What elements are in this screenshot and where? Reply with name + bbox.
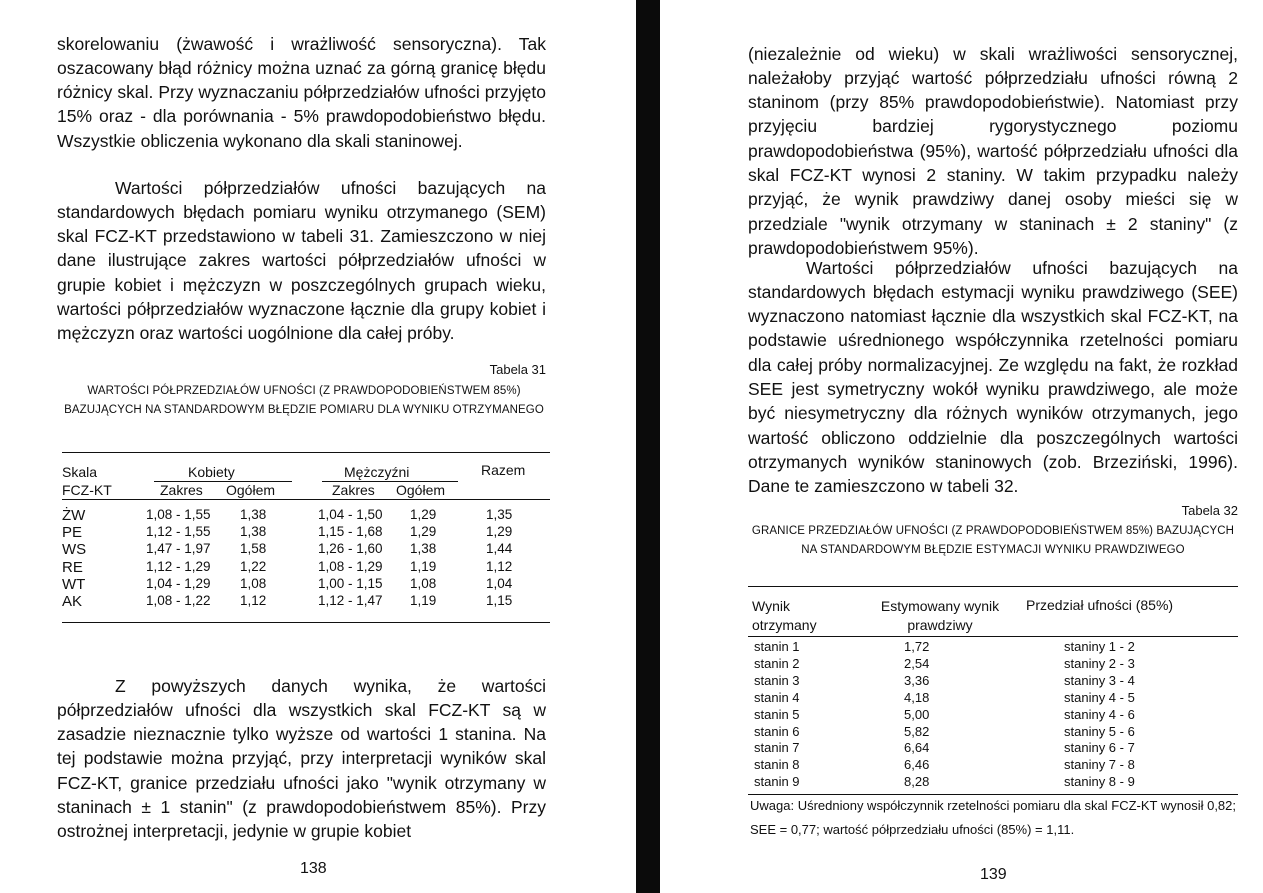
table-32-cell-obtained: stanin 9: [754, 774, 800, 790]
table-32-cell-obtained: stanin 2: [754, 655, 800, 671]
table-32-cell-estimated: 2,54: [904, 655, 930, 671]
table-32-col-estimated: Estymowany wynik prawdziwy: [880, 598, 1000, 633]
table-32-cell-interval: staniny 4 - 5: [1064, 689, 1135, 705]
table-32-cell-obtained: stanin 5: [754, 706, 800, 722]
table-32-cell-obtained: stanin 4: [754, 689, 800, 705]
table-31-header-rule: [62, 499, 550, 500]
table-32-cell-interval: staniny 3 - 4: [1064, 672, 1135, 688]
table-31-cell-total: 1,15: [486, 593, 513, 608]
right-paragraph-2: Wartości półprzedziałów ufności bazujących na standardowych błędach estymacji wyniku prawdziwego (SEE) wyznaczono natomiast łącznie dla wszystkich skal FCZ-KT, na podstawie uśrednionego współczynnika rzetelności pomiaru dla całej próby normalizacyjnej. Ze względu na fakt, że rozkład SEE jest symetryczny wokół wyniku prawdziwego, ale może być niesymetryczny dla różnych wyników otrzymanych, jego wartość obliczono oddzielnie dla poszczególnych wartości otrzymanych wyników staninowych (zob. Brzeziński, 1996). Dane te zamieszczono w tabeli 32.: [748, 257, 1238, 497]
table-31-cell-w_all: 1,12: [240, 593, 267, 608]
table-32-note: Uwaga: Uśredniony współczynnik rzetelności pomiaru dla skal FCZ-KT wynosił 0,82; SEE = 0,77; wartość półprzedziału ufności (85%) = 1,11.: [750, 798, 1237, 837]
table-32-cell-obtained: stanin 8: [754, 757, 800, 773]
table-31-cell-m_range: 1,04 - 1,50: [318, 507, 383, 522]
right-paragraph-1: (niezależnie od wieku) w skali wrażliwości sensorycznej, należałoby przyjąć wartość półprzedziału ufności równą 2 staninom (przy 85% prawdopodobieństwie). Natomiast przy przyjęciu bardziej rygorystycznego poziomu prawdopodobieństwa (95%), wartość półprzedziału ufności dla skal FCZ-KT wynosi 2 staniny. W takim przypadku należy przyjąć, że wynik prawdziwy danej osoby mieści się w przedziale "wynik otrzymany w staninach ± 2 staniny" (z prawdopodobieństwem 95%).: [748, 43, 1238, 258]
table-31-cell-total: 1,44: [486, 541, 513, 557]
table-31-cell-scale: WS: [62, 541, 87, 559]
table-31-sub-overall-men: Ogółem: [396, 482, 446, 498]
table-31-cell-total: 1,04: [486, 575, 513, 591]
table-31-bottom-rule: [62, 622, 550, 623]
table-32-label: Tabela 32: [1181, 503, 1238, 518]
page-number-left: 138: [300, 860, 327, 877]
table-31-cell-w_range: 1,08 - 1,22: [146, 593, 211, 608]
table-32-top-rule: [748, 586, 1238, 587]
table-31-col-men: Mężczyźni: [344, 464, 410, 480]
table-31-cell-m_range: 1,08 - 1,29: [318, 558, 383, 574]
table-31-sub-range-women: Zakres: [160, 482, 203, 498]
table-32-cell-interval: staniny 6 - 7: [1064, 740, 1135, 756]
left-page: [0, 0, 620, 893]
table-32-cell-estimated: 4,18: [904, 689, 930, 705]
table-32-cell-obtained: stanin 3: [754, 672, 800, 688]
table-31-cell-m_all: 1,29: [410, 507, 437, 522]
table-32-cell-interval: staniny 4 - 6: [1064, 706, 1135, 722]
table-31-cell-m_range: 1,26 - 1,60: [318, 541, 383, 557]
table-31-cell-m_all: 1,19: [410, 558, 437, 574]
table-32-cell-interval: staniny 8 - 9: [1064, 774, 1135, 790]
table-31-cell-w_all: 1,38: [240, 507, 267, 522]
left-paragraph-1: skorelowaniu (żwawość i wrażliwość sensoryczna). Tak oszacowany błąd różnicy można uznać za górną granicę błędu różnicy skal. Przy wyznaczaniu półprzedziałów ufności przyjęto 15% oraz - dla porównania - 5% prawdopodobieństwo błędu. Wszystkie obliczenia wykonano dla skali staninowej.: [57, 33, 546, 151]
table-32-title: GRANICE PRZEDZIAŁÓW UFNOŚCI (Z PRAWDOPODOBIEŃSTWEM 85%) BAZUJĄCYCH NA STANDARDOWYM BŁĘDZIE ESTYMACJI WYNIKU PRAWDZIWEGO: [751, 525, 1235, 556]
table-32-col-interval: Przedział ufności (85%): [1026, 597, 1174, 613]
table-32-header-rule: [748, 636, 1238, 637]
table-32-cell-interval: staniny 2 - 3: [1064, 655, 1135, 671]
table-32-cell-estimated: 1,72: [904, 639, 930, 654]
table-31-col-women: Kobiety: [188, 464, 235, 480]
table-32-cell-estimated: 5,00: [904, 706, 930, 722]
table-32-cell-estimated: 5,82: [904, 723, 930, 739]
table-31-cell-scale: WT: [62, 575, 86, 593]
table-32-cell-estimated: 3,36: [904, 672, 930, 688]
table-31-cell-w_all: 1,58: [240, 541, 267, 557]
table-32-cell-interval: staniny 1 - 2: [1064, 639, 1135, 654]
table-31-cell-total: 1,29: [486, 524, 513, 540]
table-31-cell-m_all: 1,08: [410, 575, 437, 591]
table-31-top-rule: [62, 452, 550, 453]
page-number-right: 139: [980, 866, 1007, 883]
table-32-cell-estimated: 6,46: [904, 757, 930, 773]
table-32-cell-obtained: stanin 7: [754, 740, 800, 756]
left-paragraph-2: Wartości półprzedziałów ufności bazujących na standardowych błędach pomiaru wyniku otrzymanego (SEM) skal FCZ-KT przedstawiono w tabeli 31. Zamieszczono w niej dane ilustrujące zakres wartości półprzedziałów ufności w grupie kobiet i mężczyzn w poszczególnych grupach wieku, wartości półprzedziałów wyznaczone łącznie dla grupy kobiet i mężczyzn oraz wartości uogólnione dla całej próby.: [57, 177, 546, 344]
table-31-cell-w_range: 1,08 - 1,55: [146, 507, 211, 522]
table-31-cell-scale: AK: [62, 593, 83, 610]
table-31-cell-w_range: 1,04 - 1,29: [146, 575, 211, 591]
table-31-cell-total: 1,12: [486, 558, 513, 574]
table-31-cell-w_range: 1,47 - 1,97: [146, 541, 211, 557]
left-paragraph-3: Z powyższych danych wynika, że wartości półprzedziałów ufności dla wszystkich skal FCZ-KT są w zasadzie nieznacznie tylko wyższe od wartości 1 stanina. Na tej podstawie można przyjąć, przy interpretacji wyników skal FCZ-KT, granice przedziału ufności jako "wynik otrzymany w staninach ± 1 stanin" (z prawdopodobieństwem 85%). Przy ostrożnej interpretacji, jedynie w grupie kobiet: [57, 675, 546, 842]
table-31-col-scale: Skala FCZ-KT: [62, 464, 112, 498]
book-gutter: [636, 0, 660, 893]
table-31-cell-w_range: 1,12 - 1,29: [146, 558, 211, 574]
table-31-label: Tabela 31: [489, 362, 546, 377]
table-31-cell-w_all: 1,08: [240, 575, 267, 591]
table-32-cell-interval: staniny 7 - 8: [1064, 757, 1135, 773]
table-31-cell-m_range: 1,15 - 1,68: [318, 524, 383, 540]
table-31-cell-m_range: 1,12 - 1,47: [318, 593, 383, 608]
table-31-cell-scale: PE: [62, 524, 83, 542]
table-31-title: WARTOŚCI PÓŁPRZEDZIAŁÓW UFNOŚCI (Z PRAWDOPODOBIEŃSTWEM 85%) BAZUJĄCYCH NA STANDARDOWYM BŁĘDZIE POMIARU DLA WYNIKU OTRZYMANEGO: [64, 385, 544, 416]
table-32-cell-estimated: 8,28: [904, 774, 930, 790]
table-31-cell-m_all: 1,19: [410, 593, 437, 608]
table-32-cell-estimated: 6,64: [904, 740, 930, 756]
table-31-cell-w_all: 1,38: [240, 524, 267, 540]
table-31-cell-m_range: 1,00 - 1,15: [318, 575, 383, 591]
table-31-sub-overall-women: Ogółem: [226, 482, 276, 498]
table-31-col-total: Razem: [481, 462, 526, 478]
right-page: [660, 0, 1263, 893]
table-31-cell-scale: ŻW: [62, 507, 86, 524]
table-31-cell-m_all: 1,38: [410, 541, 437, 557]
table-31-sub-range-men: Zakres: [332, 482, 375, 498]
table-31-cell-w_all: 1,22: [240, 558, 267, 574]
table-32-cell-interval: staniny 5 - 6: [1064, 723, 1135, 739]
table-31-cell-total: 1,35: [486, 507, 513, 522]
table-32-cell-obtained: stanin 6: [754, 723, 800, 739]
table-31-cell-m_all: 1,29: [410, 524, 437, 540]
table-31-cell-w_range: 1,12 - 1,55: [146, 524, 211, 540]
table-32-col-obtained: Wynik otrzymany: [752, 598, 817, 633]
table-32-cell-obtained: stanin 1: [754, 639, 800, 654]
table-31-cell-scale: RE: [62, 558, 83, 576]
